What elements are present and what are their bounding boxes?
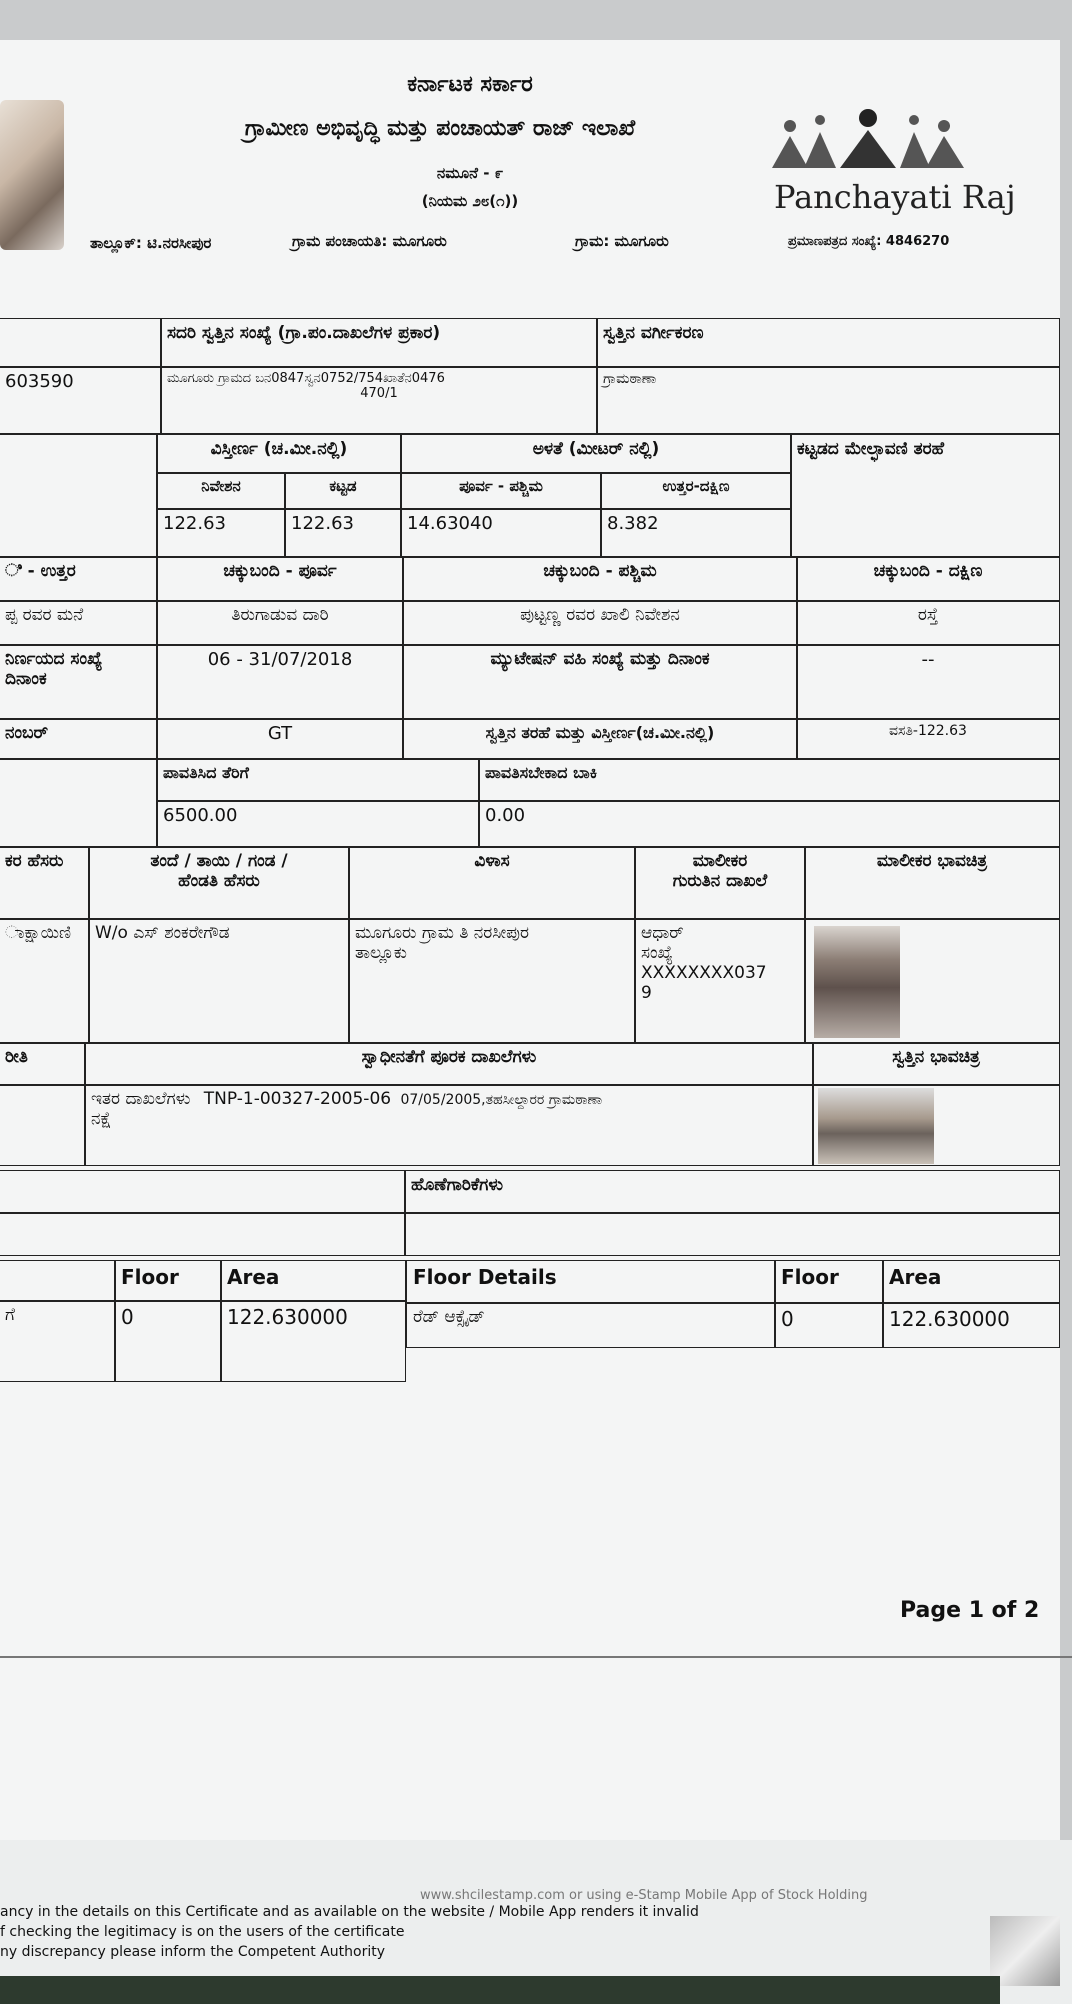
tax-paid-label: ಪಾವತಿಸಿದ ತೆರಿಗೆ (156, 758, 480, 802)
panchayati-raj-logo (768, 108, 968, 178)
left-floor-detail: ಗೆ (0, 1300, 116, 1382)
property-type-value: ವಸತಿ-122.63 (796, 718, 1060, 760)
left-id: 603590 (0, 366, 162, 434)
blank-cell (0, 758, 158, 848)
footer-stamp-line: www.shcilestamp.com or using e-Stamp Mobile App of Stock Holding (420, 1888, 868, 1903)
resolution-label (0, 644, 158, 720)
left-floor-value: 0 (114, 1300, 222, 1382)
west-boundary-label: ಚಕ್ಕುಬಂದಿ - ಪಶ್ಚಿಮ (402, 556, 798, 602)
docs-left-label: ರೀತಿ (0, 1042, 86, 1086)
right-floor-detail: ರೆಡ್ ಆಕ್ಸೈಡ್ (406, 1302, 776, 1348)
owner-id-label (634, 846, 806, 920)
north-boundary-label: ಿ - ಉತ್ತರ (0, 556, 158, 602)
liabilities-label: ಹೊಣೆಗಾರಿಕೆಗಳು (404, 1170, 1060, 1214)
dept-title: ಗ್ರಾಮೀಣ ಅಭಿವೃದ್ಧಿ ಮತ್ತು ಪಂಚಾಯತ್ ರಾಜ್ ಇಲಾಖೆ (244, 116, 636, 141)
people-icon (768, 108, 968, 178)
property-id-value (160, 366, 598, 434)
page-number: Page 1 of 2 (900, 1598, 1040, 1623)
footer-line3: ny discrepancy please inform the Competent Authority (0, 1944, 386, 1960)
tax-due-label: ಪಾವತಿಸಬೇಕಾದ ಬಾಕಿ (478, 758, 1060, 802)
rule-number: (ನಿಯಮ ೨೮(೧)) (421, 192, 519, 210)
footer-line2: f checking the legitimacy is on the users of the certificate (0, 1924, 405, 1940)
owner-id-value (634, 918, 806, 1044)
owner-photo-label: ಮಾಲೀಕರ ಭಾವಚಿತ್ರ (804, 846, 1060, 920)
property-type-label: ಸ್ವತ್ತಿನ ತರಹೆ ಮತ್ತು ವಿಸ್ತೀರ್ಣ(ಚ.ಮೀ.ನಲ್ಲಿ) (402, 718, 798, 760)
property-id-line2: 470/1 (360, 386, 398, 401)
north-south-value: 8.382 (600, 508, 792, 558)
docs-title: ಸ್ವಾಧೀನತೆಗೆ ಪೂರಕ ದಾಖಲೆಗಳು (84, 1042, 814, 1086)
govt-emblem-logo (0, 100, 64, 250)
mutation-value: -- (796, 644, 1060, 720)
west-boundary-value: ಪುಟ್ಟಣ್ಣ ರವರ ಖಾಲಿ ನಿವೇಶನ (402, 600, 798, 646)
mutation-label: ಮ್ಯುಟೇಷನ್ ವಹಿ ಸಂಖ್ಯೆ ಮತ್ತು ದಿನಾಂಕ (402, 644, 798, 720)
owner-photo (814, 926, 900, 1038)
relation-label (88, 846, 350, 920)
footer-line1: ancy in the details on this Certificate and as available on the website / Mobile App renders it invalid (0, 1904, 699, 1920)
building-label: ಕಟ್ಟಡ (284, 472, 402, 510)
property-photo-label: ಸ್ವತ್ತಿನ ಭಾವಚಿತ್ರ (812, 1042, 1060, 1086)
id-type-line2: ಸಂಖ್ಯೆ (641, 943, 673, 963)
property-id-line1: ಮೂಗೂರು ಗ್ರಾಮದ ಬನ0847ಸ್ವನ0752/754ಖಾತೆನ0476 (167, 371, 445, 386)
taluk-label: ತಾಲ್ಲೂಕ್: ಟಿ.ನರಸೀಪುರ (90, 234, 212, 252)
north-boundary-value: ಪ್ಪ ರವರ ಮನೆ (0, 600, 158, 646)
building-area-value: 122.63 (284, 508, 402, 558)
docs-date: 07/05/2005,ತಹಸೀಲ್ದಾರರ ಗ್ರಾಮಠಾಣಾ (400, 1092, 603, 1108)
resolution-label-line1: ನಿರ್ಣಯದ ಸಂಖ್ಯೆ (5, 649, 103, 669)
village-label: ಗ್ರಾಮ: ಮೂಗೂರು (575, 232, 669, 250)
property-photo (818, 1088, 934, 1164)
owner-name-label: ಕರ ಹೆಸರು (0, 846, 90, 920)
id-number-line1: XXXXXXXX037 (641, 963, 767, 983)
owner-id-label-line2: ಗುರುತಿನ ದಾಖಲೆ (672, 871, 768, 891)
blank-cell (0, 1084, 86, 1166)
id-number-line2: 9 (641, 983, 652, 1003)
blank-cell (0, 318, 162, 368)
address-line2: ತಾಲ್ಲೂಕು (355, 943, 407, 963)
left-floor-header: Floor (114, 1260, 222, 1302)
blank-cell (0, 1170, 406, 1214)
south-boundary-label: ಚಕ್ಕುಬಂದಿ - ದಕ್ಷಿಣ (796, 556, 1060, 602)
north-south-label: ಉತ್ತರ-ದಕ್ಷಿಣ (600, 472, 792, 510)
left-area-header: Area (220, 1260, 406, 1302)
relation-label-line2: ಹೆಂಡತಿ ಹೆಸರು (178, 871, 260, 891)
liabilities-value (404, 1212, 1060, 1256)
right-floor-value: 0 (774, 1302, 884, 1348)
property-id-label: ಸದರಿ ಸ್ವತ್ತಿನ ಸಂಖ್ಯೆ (ಗ್ರಾ.ಪಂ.ದಾಖಲೆಗಳ ಪ್ರಕಾರ) (160, 318, 598, 368)
stamp-logo-icon (990, 1916, 1060, 1986)
resolution-label-line2: ದಿನಾಂಕ (5, 669, 47, 689)
resolution-value: 06 - 31/07/2018 (156, 644, 404, 720)
left-area-value: 122.630000 (220, 1300, 406, 1382)
building-type-label: ಕಟ್ಟಡದ ಮೇಲ್ಛಾವಣಿ ತರಹೆ (790, 434, 1060, 558)
page-divider (0, 1656, 1072, 1658)
address-label: ವಿಳಾಸ (348, 846, 636, 920)
form-number: ನಮೂನೆ - ೯ (436, 164, 504, 182)
gp-label: ಗ್ರಾಮ ಪಂಚಾಯತಿ: ಮೂಗೂರು (292, 232, 447, 250)
certificate-number: ಪ್ರಮಾಣಪತ್ರದ ಸಂಖ್ಯೆ: 4846270 (788, 234, 950, 249)
owner-id-label-line1: ಮಾಲೀಕರ (692, 851, 748, 871)
east-boundary-value: ತಿರುಗಾಡುವ ದಾರಿ (156, 600, 404, 646)
east-west-value: 14.63040 (400, 508, 602, 558)
property-class-label: ಸ್ವತ್ತಿನ ವರ್ಗೀಕರಣ (596, 318, 1060, 368)
east-boundary-label: ಚಕ್ಕುಬಂದಿ - ಪೂರ್ವ (156, 556, 404, 602)
address-line1: ಮೂಗೂರು ಗ್ರಾಮ ತಿ ನರಸೀಪುರ (355, 923, 529, 943)
south-boundary-value: ರಸ್ತೆ (796, 600, 1060, 646)
owner-name-value: ಾಕ್ಷಾಯಿಣಿ (0, 918, 90, 1044)
number-label: ನಂಬರ್ (0, 718, 158, 760)
tax-due-value: 0.00 (478, 800, 1060, 848)
docs-number: TNP-1-00327-2005-06 (203, 1089, 392, 1109)
govt-title: ಕರ್ನಾಟಕ ಸರ್ಕಾರ (407, 72, 533, 97)
right-area-value: 122.630000 (882, 1302, 1060, 1348)
site-label: ನಿವೇಶನ (156, 472, 286, 510)
right-floor-header: Floor (774, 1260, 884, 1304)
property-class-value: ಗ್ರಾಮಠಾಣಾ (596, 366, 1060, 434)
docs-prefix: ಇತರ ದಾಖಲೆಗಳು (91, 1089, 191, 1109)
site-area-value: 122.63 (156, 508, 286, 558)
blank-cell (0, 1212, 406, 1256)
floor-details-header: Floor Details (406, 1260, 776, 1304)
blank-cell (0, 1260, 116, 1302)
tax-paid-value: 6500.00 (156, 800, 480, 848)
blank-cell (0, 434, 158, 558)
dimension-title: ಅಳತೆ (ಮೀಟರ್ ನಲ್ಲಿ) (400, 434, 792, 474)
right-area-header: Area (882, 1260, 1060, 1304)
bottom-strip (0, 1976, 1000, 2004)
number-value: GT (156, 718, 404, 760)
relation-label-line1: ತಂದೆ / ತಾಯಿ / ಗಂಡ / (150, 851, 288, 871)
panchayati-raj-logo-text: Panchayati Raj (774, 178, 1016, 216)
address-value (348, 918, 636, 1044)
area-title: ವಿಸ್ತೀರ್ಣ (ಚ.ಮೀ.ನಲ್ಲಿ) (156, 434, 402, 474)
relation-value: W/o ಎಸ್ ಶಂಕರೇಗೌಡ (88, 918, 350, 1044)
docs-value (84, 1084, 814, 1166)
docs-line2: ನಕ್ಷೆ (91, 1109, 112, 1129)
id-type-line1: ಆಧಾರ್ (641, 923, 684, 943)
east-west-label: ಪೂರ್ವ - ಪಶ್ಚಿಮ (400, 472, 602, 510)
